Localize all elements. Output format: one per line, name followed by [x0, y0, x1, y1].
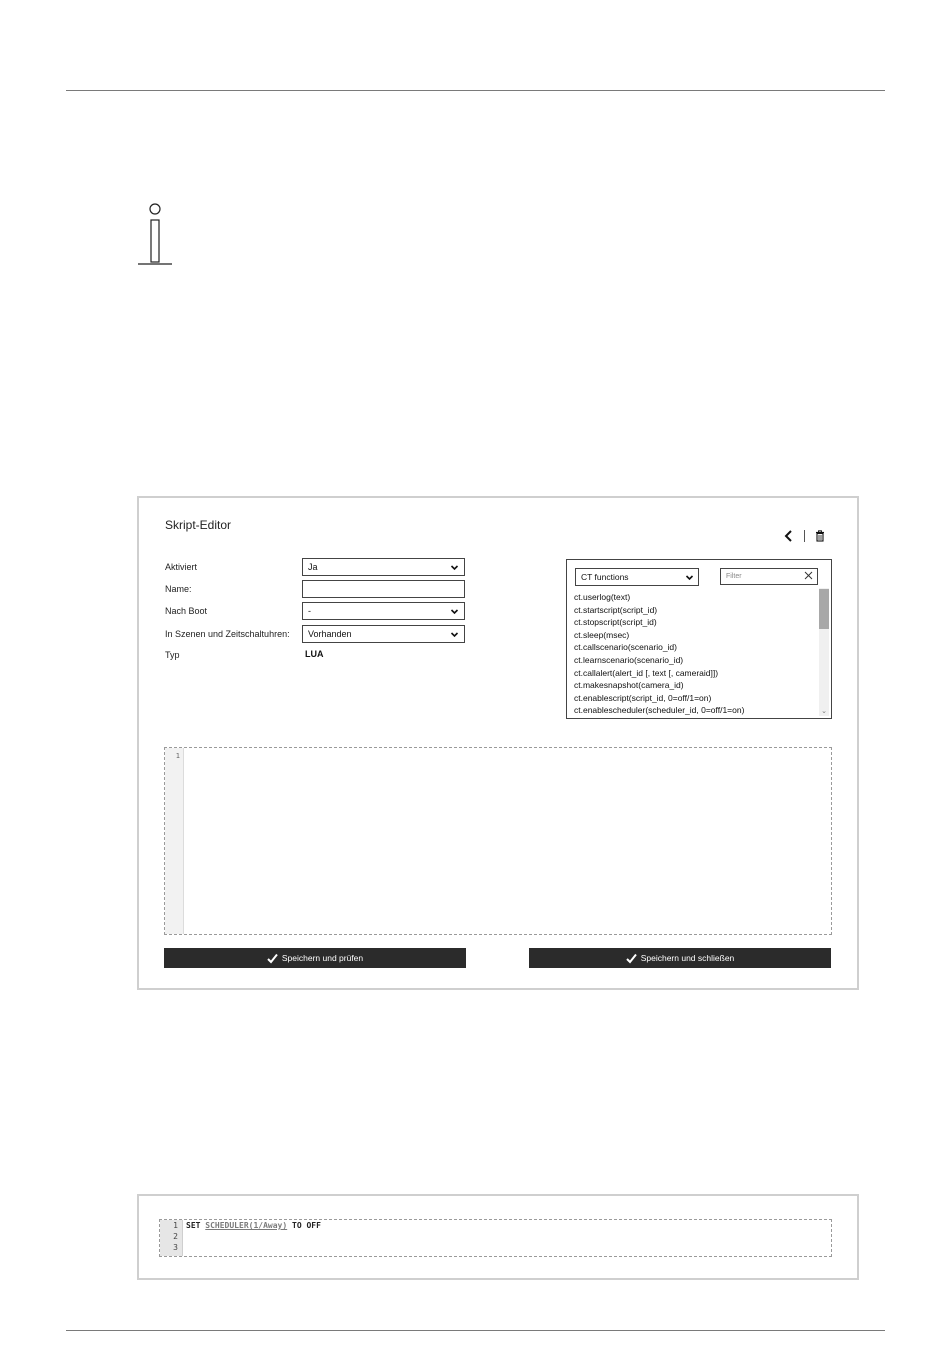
- aktiviert-label: Aktiviert: [165, 562, 198, 572]
- aktiviert-value: Ja: [308, 562, 318, 572]
- ct-select-value: CT functions: [581, 572, 629, 582]
- line-number-gutter: [165, 748, 184, 934]
- list-item[interactable]: ct.sleep(msec): [574, 629, 630, 640]
- nach-boot-select[interactable]: [302, 602, 465, 620]
- header-rule: [66, 90, 885, 91]
- chevron-down-icon: [450, 630, 459, 639]
- panel-title: Skript-Editor: [165, 518, 232, 532]
- line-number: 1: [173, 1221, 178, 1230]
- list-item[interactable]: ct.stopscript(script_id): [574, 617, 657, 628]
- chevron-down-icon: [450, 607, 459, 616]
- delete-button[interactable]: [813, 528, 827, 544]
- filter-input[interactable]: [720, 568, 818, 585]
- szenen-select[interactable]: [302, 625, 465, 643]
- typ-value: LUA: [305, 649, 324, 659]
- save-and-check-label: Speichern und prüfen: [281, 953, 364, 963]
- info-person-icon: [137, 202, 173, 266]
- code-example-editor[interactable]: [159, 1219, 832, 1257]
- ct-functions-panel: [566, 559, 832, 719]
- nach-boot-label: Nach Boot: [165, 606, 208, 616]
- chevron-down-icon: [450, 563, 459, 572]
- toolbar: [782, 528, 827, 544]
- aktiviert-select[interactable]: [302, 558, 465, 576]
- name-input[interactable]: [302, 580, 465, 598]
- chevron-down-icon: [685, 573, 694, 582]
- code-example-panel: [137, 1194, 859, 1280]
- list-item[interactable]: ct.enablescheduler(scheduler_id, 0=off/1=on): [574, 705, 745, 716]
- code-keyword: SET: [186, 1221, 201, 1230]
- list-item[interactable]: ct.callalert(alert_id [, text [, cameraid]]): [574, 667, 719, 678]
- name-label: Name:: [165, 584, 192, 594]
- line-number: 3: [173, 1243, 178, 1252]
- scrollbar[interactable]: [819, 588, 829, 716]
- ct-functions-select[interactable]: [575, 568, 699, 586]
- script-editor-panel: [137, 496, 859, 990]
- szenen-label: In Szenen und Zeitschaltuhren:: [165, 629, 290, 639]
- check-icon: [267, 953, 278, 964]
- line-number: 1: [175, 752, 180, 760]
- scrollbar-thumb[interactable]: [819, 589, 829, 629]
- line-number: 2: [173, 1232, 178, 1241]
- list-item[interactable]: ct.learnscenario(scenario_id): [574, 654, 684, 665]
- code-function: SCHEDULER(1/Away): [205, 1221, 288, 1230]
- save-and-close-button[interactable]: [529, 948, 831, 968]
- save-and-check-button[interactable]: [164, 948, 466, 968]
- typ-label: Typ: [165, 650, 180, 660]
- close-icon[interactable]: [804, 571, 813, 580]
- chevron-left-icon: [784, 530, 794, 542]
- footer-rule: [66, 1330, 885, 1331]
- szenen-value: Vorhanden: [308, 629, 352, 639]
- list-item[interactable]: ct.userlog(text): [574, 592, 631, 602]
- nach-boot-value: -: [308, 606, 311, 616]
- list-item[interactable]: ct.enablescript(script_id, 0=off/1=on): [574, 692, 712, 703]
- code-line-1: [186, 1221, 321, 1230]
- toolbar-divider: [804, 530, 805, 542]
- scroll-down-icon[interactable]: ⌄: [821, 708, 827, 715]
- ct-function-list: [574, 591, 819, 717]
- list-item[interactable]: ct.callscenario(scenario_id): [574, 642, 677, 653]
- code-keyword: TO OFF: [292, 1221, 321, 1230]
- code-editor[interactable]: [164, 747, 832, 935]
- back-button[interactable]: [782, 528, 796, 544]
- trash-icon: [815, 530, 825, 542]
- filter-placeholder: Filter: [726, 573, 742, 580]
- list-item[interactable]: ct.startscript(script_id): [574, 604, 658, 615]
- line-number-gutter: [160, 1220, 183, 1256]
- save-and-close-label: Speichern und schließen: [640, 953, 735, 963]
- list-item[interactable]: ct.makesnapshot(camera_id): [574, 680, 684, 691]
- check-icon: [626, 953, 637, 964]
